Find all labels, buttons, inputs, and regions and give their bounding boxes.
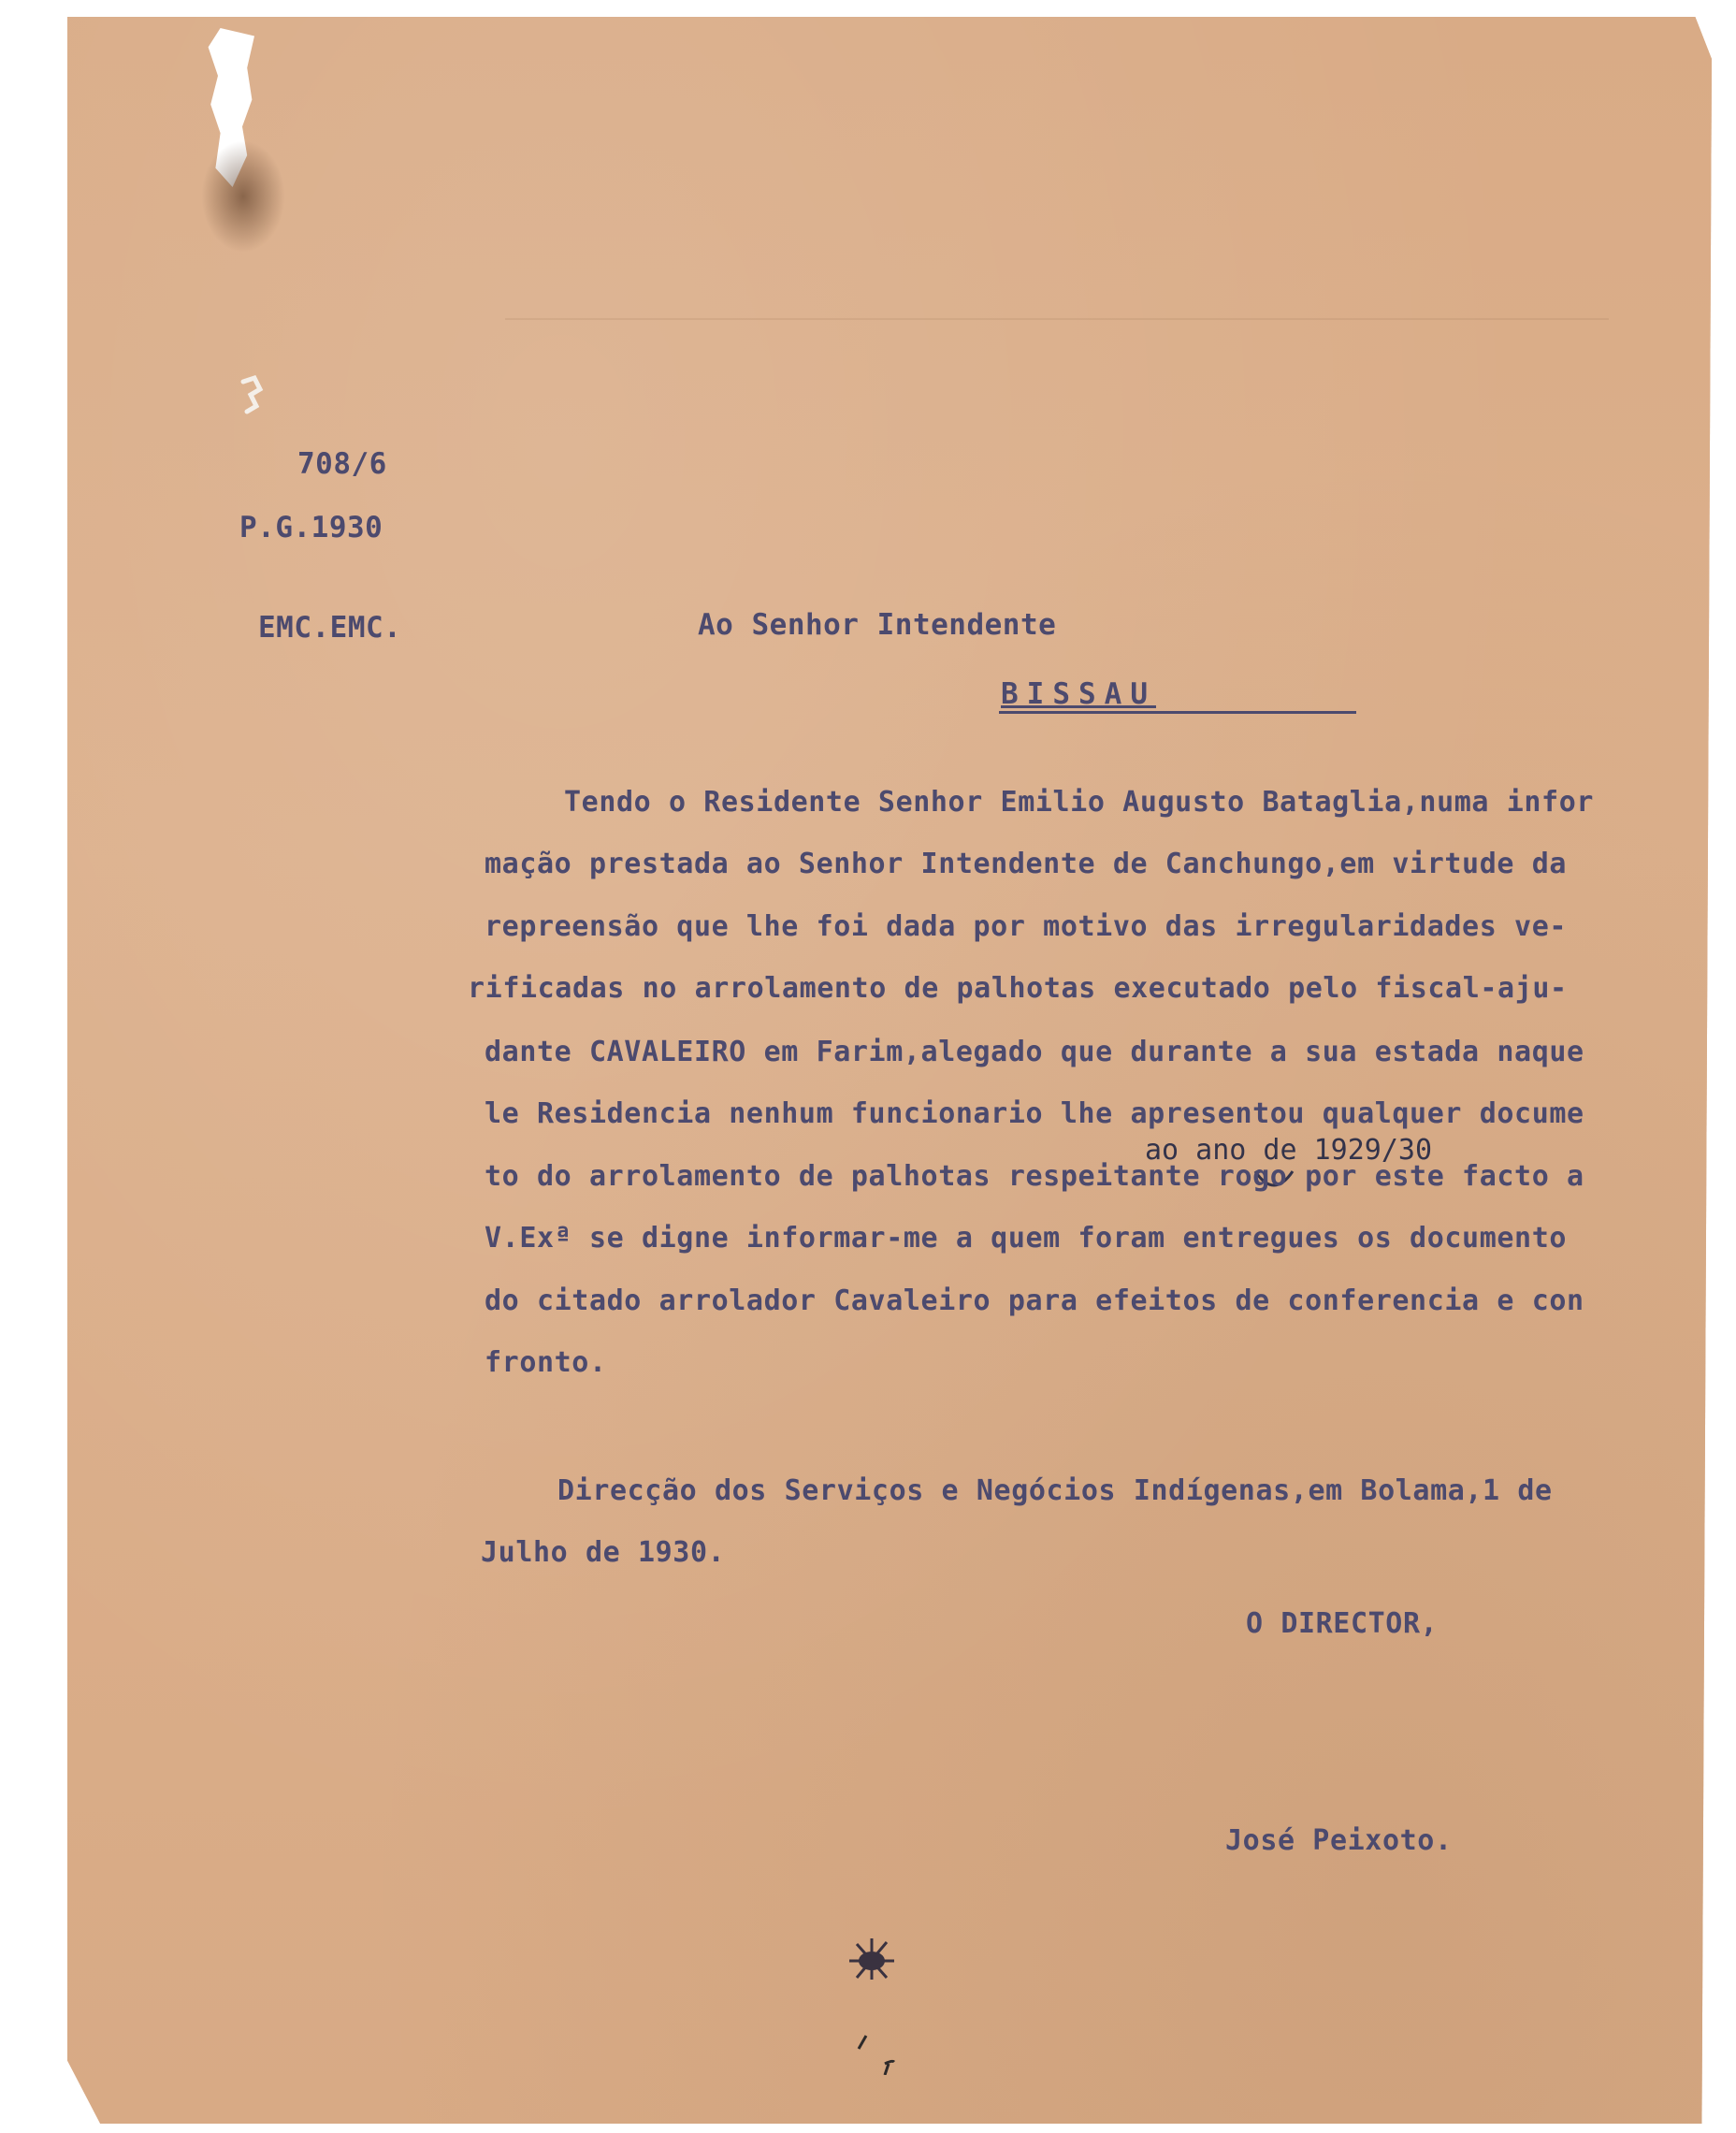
body-line-3: repreensão que lhe foi dada por motivo das irregularidades ve- bbox=[485, 910, 1568, 943]
paper-sheet bbox=[67, 17, 1712, 2124]
stain-mark bbox=[201, 140, 285, 253]
body-line-10: fronto. bbox=[485, 1346, 607, 1379]
ink-blot-mark bbox=[838, 1935, 904, 1981]
addressee-city: BISSAU bbox=[1001, 677, 1156, 711]
fold-crease bbox=[505, 318, 1609, 320]
signatory-name: José Peixoto. bbox=[1225, 1824, 1453, 1857]
pencil-tick-mark bbox=[857, 2019, 904, 2075]
body-line-2: mação prestada ao Senhor Intendente de Canchungo,em virtude da bbox=[485, 848, 1568, 880]
typist-initials: EMC.EMC. bbox=[258, 611, 402, 645]
reference-code: P.G.1930 bbox=[239, 511, 383, 544]
city-underline bbox=[999, 711, 1356, 714]
body-line-1: Tendo o Residente Senhor Emilio Augusto Bataglia,numa infor bbox=[564, 786, 1595, 819]
closing-line-1: Direcção dos Serviços e Negócios Indígenas,em Bolama,1 de bbox=[557, 1474, 1553, 1507]
reference-number: 708/6 bbox=[297, 447, 387, 481]
signature-title: O DIRECTOR, bbox=[1246, 1607, 1439, 1640]
addressee-line: Ao Senhor Intendente bbox=[698, 608, 1057, 642]
body-line-4: rificadas no arrolamento de palhotas executado pelo fiscal-aju- bbox=[468, 972, 1568, 1005]
body-line-6: le Residencia nenhum funcionario lhe apresentou qualquer docume bbox=[485, 1097, 1584, 1130]
body-line-8: V.Exª se digne informar-me a quem foram entregues os documento bbox=[485, 1222, 1568, 1255]
body-line-9: do citado arrolador Cavaleiro para efeitos de conferencia e con bbox=[485, 1284, 1584, 1317]
punch-hole-mark bbox=[238, 374, 266, 415]
body-line-5: dante CAVALEIRO em Farim,alegado que durante a sua estada naque bbox=[485, 1036, 1584, 1068]
body-line-7: to do arrolamento de palhotas respeitante rogo por este facto a bbox=[485, 1160, 1584, 1193]
closing-line-2: Julho de 1930. bbox=[481, 1536, 726, 1569]
handwritten-insertion: ao ano de 1929/30 bbox=[1145, 1134, 1433, 1167]
